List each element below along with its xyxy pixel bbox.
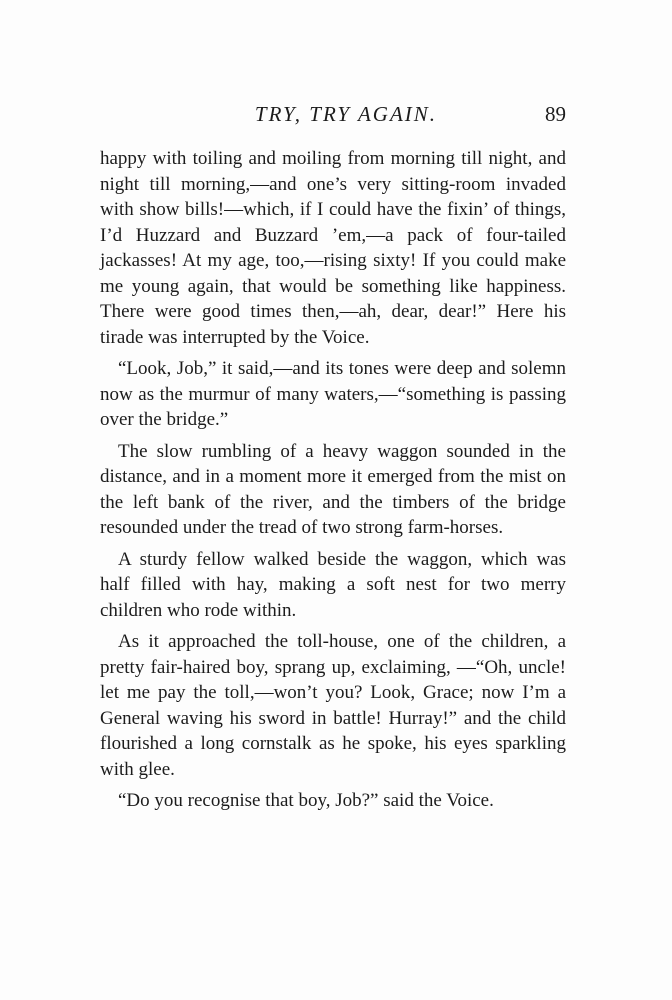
paragraph-4: A sturdy fellow walked beside the waggon, which was half filled with hay, making a soft nest for two merry children who rode within. bbox=[100, 548, 566, 621]
paragraph-6: “Do you recognise that boy, Job?” said the Voice. bbox=[118, 790, 494, 811]
paragraph-1: happy with toiling and moiling from morning till night, and night till morning,—and one’s very sitting-room invaded with show bills!—which, if I could have the fixin’ of things, I’d Huzzard and Buzzard ’em,—a pack of four-tailed jackasses! At my age, too,—rising sixty! If you could make me young again, that would be something like happiness. There were good times then,—ah, dear, dear!” Here his tirade was interrupted by the Voice. bbox=[100, 148, 566, 348]
running-head bbox=[100, 100, 572, 134]
running-title: TRY, TRY AGAIN. bbox=[254, 102, 438, 126]
page-number: 89 bbox=[545, 102, 566, 126]
paragraph-5: As it approached the toll-house, one of the children, a pretty fair-haired boy, sprang up, exclaiming, —“Oh, uncle! let me pay the toll,—won’t you? Look, Grace; now I’m a General waving his sword in battle! Hurray!” and the child flourished a long cornstalk as he spoke, his eyes sparkling with glee. bbox=[100, 631, 566, 780]
paragraph-3: The slow rumbling of a heavy waggon sounded in the distance, and in a moment more it emerged from the mist on the left bank of the river, and the timbers of the bridge resounded under the tread of two strong farm-horses. bbox=[100, 440, 566, 538]
paragraph-2: “Look, Job,” it said,—and its tones were deep and solemn now as the murmur of many waters,—“something is passing over the bridge.” bbox=[100, 358, 566, 430]
body-text bbox=[100, 146, 566, 820]
